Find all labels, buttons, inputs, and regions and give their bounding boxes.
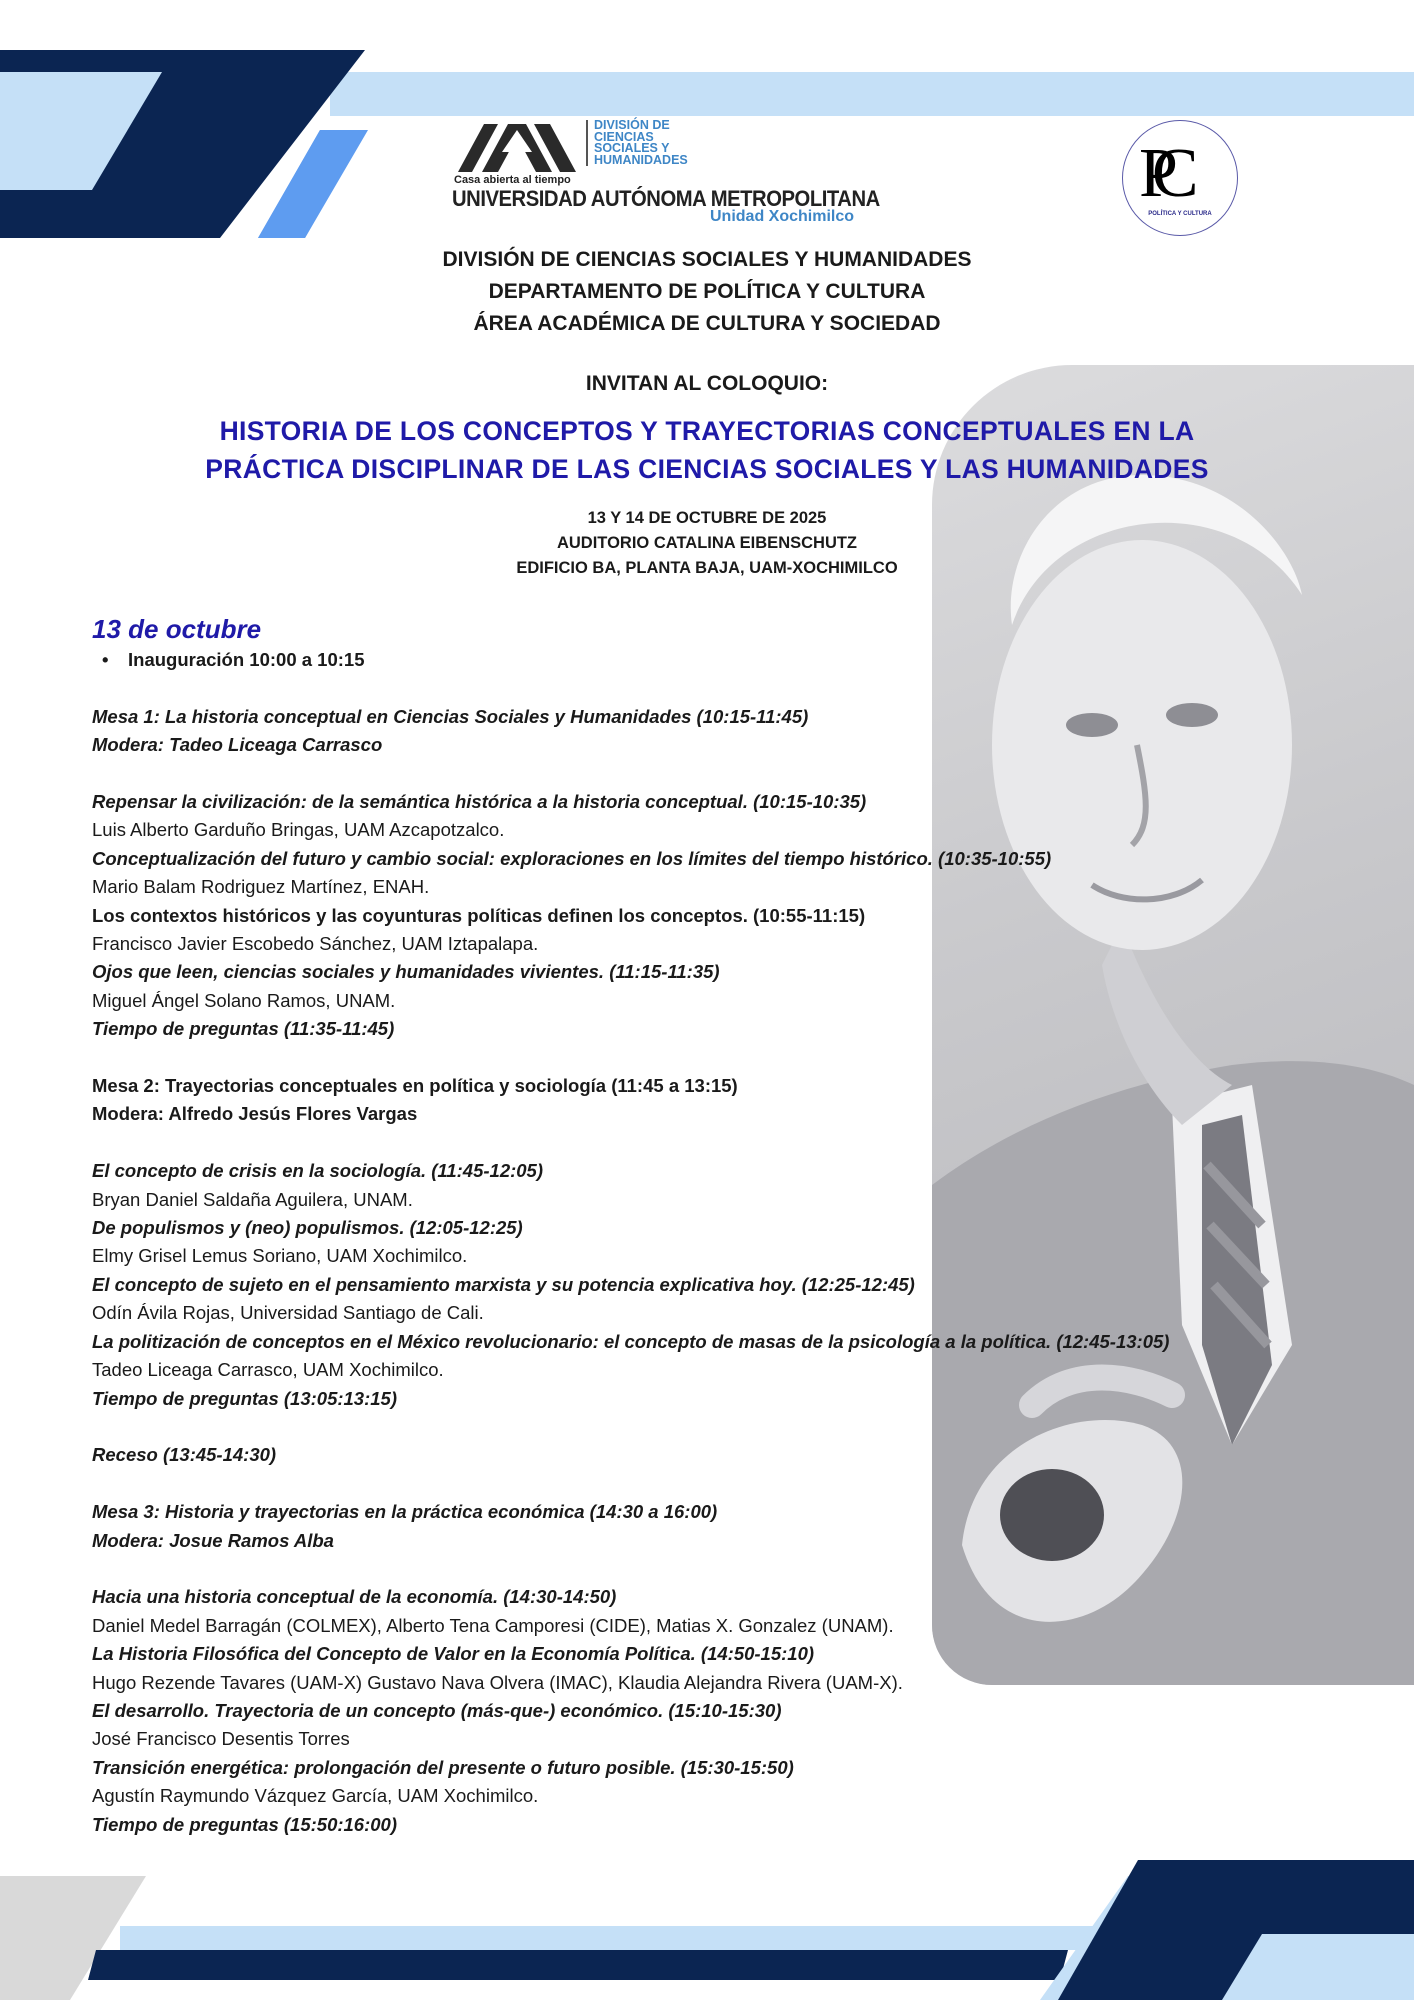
uam-tagline: Casa abierta al tiempo [454,174,571,186]
talk-title: Transición energética: prolongación del presente o futuro posible. (15:30-15:50) [92,1756,794,1778]
talk-author: Francisco Javier Escobedo Sánchez, UAM Iztapalapa. [92,933,539,955]
mesa2-moderator: Modera: Alfredo Jesús Flores Vargas [92,1103,418,1125]
uam-name: UNIVERSIDAD AUTÓNOMA METROPOLITANA [452,186,880,211]
mesa3-moderator: Modera: Josue Ramos Alba [92,1529,334,1551]
uam-division-label: DIVISIÓN DE CIENCIAS SOCIALES Y HUMANIDADES [586,120,688,166]
mesa3-title: Mesa 3: Historia y trayectorias en la práctica económica (14:30 a 16:00) [92,1501,718,1523]
colloquium-title [0,412,1414,488]
talk-author: Daniel Medel Barragán (COLMEX), Alberto Tena Camporesi (CIDE), Matias X. Gonzalez (UNAM). [92,1614,894,1636]
mesa2-questions: Tiempo de preguntas (13:05:13:15) [92,1387,397,1409]
uam-emblem-icon [458,122,576,176]
institution-header [0,244,1414,340]
uam-logo [452,118,880,225]
event-dates: 13 Y 14 DE OCTUBRE DE 2025 [587,509,827,527]
mesa3-questions: Tiempo de preguntas (15:50:16:00) [92,1813,397,1835]
invite-heading: INVITAN AL COLOQUIO: [585,372,829,395]
talk-author: Hugo Rezende Tavares (UAM-X) Gustavo Nava Olvera (IMAC), Klaudia Alejandra Rivera (UAM-X). [92,1671,903,1693]
talk-title: La politización de conceptos en el México revolucionario: el concepto de masas de la psicología a la política. (12:45-13:05) [92,1330,1170,1352]
mesa1-moderator: Modera: Tadeo Liceaga Carrasco [92,734,383,756]
talk-author: Mario Balam Rodriguez Martínez, ENAH. [92,876,430,898]
talk-title: Ojos que leen, ciencias sociales y humanidades vivientes. (11:15-11:35) [92,961,720,983]
event-venue [0,506,1414,581]
talk-title: La Historia Filosófica del Concepto de Valor en la Economía Política. (14:50-15:10) [92,1643,815,1665]
title-line-2: PRÁCTICA DISCIPLINAR DE LAS CIENCIAS SOCIALES Y LAS HUMANIDADES [205,454,1209,484]
talk-author: José Francisco Desentis Torres [92,1728,350,1750]
program-schedule [92,612,1332,1839]
talk-author: Odín Ávila Rojas, Universidad Santiago de Cali. [92,1302,484,1324]
talk-title: Conceptualización del futuro y cambio social: exploraciones en los límites del tiempo histórico. (10:35-10:55) [92,847,1052,869]
talk-author: Luis Alberto Garduño Bringas, UAM Azcapotzalco. [92,819,505,841]
talk-title: Hacia una historia conceptual de la economía. (14:30-14:50) [92,1586,617,1608]
pc-logo-caption: POLÍTICA Y CULTURA [1148,211,1212,217]
inauguration-item: • Inauguración 10:00 a 10:15 [92,646,1332,674]
talk-author: Elmy Grisel Lemus Soriano, UAM Xochimilco. [92,1245,468,1267]
recess-item: Receso (13:45-14:30) [92,1444,277,1466]
talk-author: Miguel Ángel Solano Ramos, UNAM. [92,989,396,1011]
area-name: ÁREA ACADÉMICA DE CULTURA Y SOCIEDAD [473,312,941,335]
talk-title: Repensar la civilización: de la semántica histórica a la historia conceptual. (10:15-10:35) [92,791,867,812]
politica-cultura-logo [1122,120,1238,236]
day-title: 13 de octubre [92,614,262,644]
talk-title: El concepto de crisis en la sociología. (11:45-12:05) [92,1160,544,1182]
talk-title: De populismos y (neo) populismos. (12:05-12:25) [92,1217,523,1239]
talk-title: Los contextos históricos y las coyunturas políticas definen los conceptos. (10:55-11:15) [92,904,866,926]
talk-author: Tadeo Liceaga Carrasco, UAM Xochimilco. [92,1359,444,1381]
talk-author: Bryan Daniel Saldaña Aguilera, UNAM. [92,1188,413,1210]
title-line-1: HISTORIA DE LOS CONCEPTOS Y TRAYECTORIAS CONCEPTUALES EN LA [219,416,1195,446]
talk-title: El desarrollo. Trayectoria de un concepto (más-que-) económico. (15:10-15:30) [92,1699,782,1721]
bottom-decoration [0,1860,1414,2000]
division-name: DIVISIÓN DE CIENCIAS SOCIALES Y HUMANIDADES [442,248,972,271]
pc-logo-letters: PC [1139,135,1173,212]
uam-unit: Unidad Xochimilco [710,208,855,225]
talk-title: El concepto de sujeto en el pensamiento marxista y su potencia explicativa hoy. (12:25-12:45) [92,1273,915,1295]
mesa1-questions: Tiempo de preguntas (11:35-11:45) [92,1018,395,1040]
event-building: EDIFICIO BA, PLANTA BAJA, UAM-XOCHIMILCO [516,559,898,577]
mesa2-title: Mesa 2: Trayectorias conceptuales en política y sociología (11:45 a 13:15) [92,1075,738,1097]
event-auditorium: AUDITORIO CATALINA EIBENSCHUTZ [556,534,858,552]
mesa1-title: Mesa 1: La historia conceptual en Ciencias Sociales y Humanidades (10:15-11:45) [92,705,809,727]
talk-author: Agustín Raymundo Vázquez García, UAM Xochimilco. [92,1785,539,1807]
department-name: DEPARTAMENTO DE POLÍTICA Y CULTURA [488,280,926,303]
